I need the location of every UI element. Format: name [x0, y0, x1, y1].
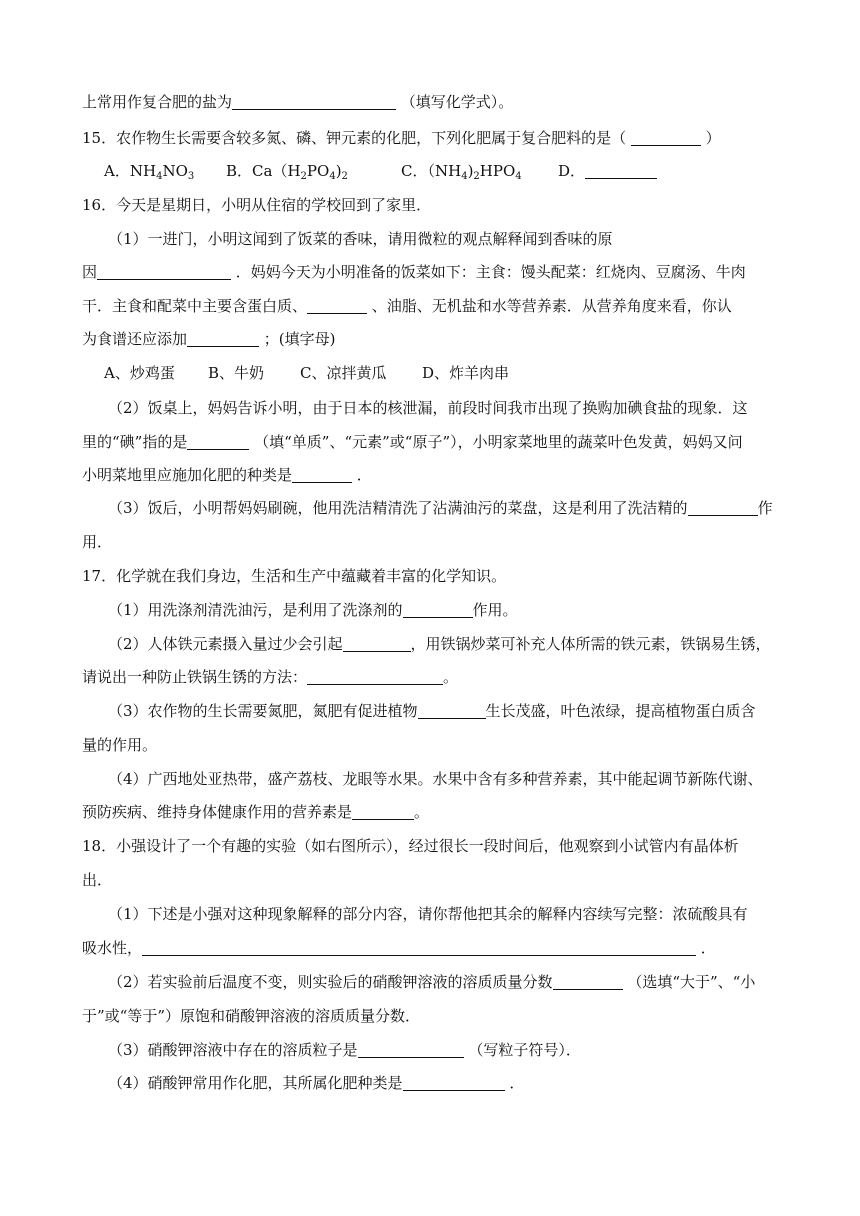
- q15-option-b: B．$Ca(H_2PO_4)_2$: [226, 162, 348, 182]
- q17-plant-part-blank[interactable]: [418, 702, 486, 719]
- q17-detergent-blank[interactable]: [403, 601, 473, 618]
- q18-part2-line2: 于”或“等于”）原饱和硝酸钾溶液的溶质质量分数．: [82, 1007, 421, 1025]
- q18-part1-line1: （1）下述是小强对这种现象解释的部分内容，请你帮他把其余的解释内容续写完整：浓硫酸具有: [108, 905, 748, 923]
- q16-part2-line1: （2）饭桌上，妈妈告诉小明，由于日本的核泄漏，前段时间我市出现了换购加碘食盐的现象．这: [108, 399, 748, 417]
- q16-stem: 16．今天是星期日，小明从住宿的学校回到了家里．: [82, 196, 432, 214]
- q18-part1-line2: 吸水性， ．: [82, 939, 716, 957]
- q16-part2-line3: 小明菜地里应施加化肥的种类是 ．: [82, 466, 372, 484]
- q15-option-c: C．$(NH_4)_2HPO_4$: [401, 162, 522, 182]
- q17-part4-line2: 预防疾病、维持身体健康作用的营养素是 。: [82, 803, 430, 821]
- q16-food-blank[interactable]: [187, 330, 259, 347]
- q18-part2-line1: （2）若实验前后温度不变，则实验后的硝酸钾溶液的溶质质量分数 （选填“大于”、“小: [108, 973, 756, 991]
- q15-stem: 15．农作物生长需要含较多氮、磷、钾元素的化肥，下列化肥属于复合肥料的是（ ）: [82, 129, 721, 147]
- q17-part1: （1）用洗涤剂清洗油污，是利用了洗涤剂的 作用。: [108, 601, 518, 619]
- q16-nutrient-blank[interactable]: [307, 297, 367, 314]
- q15-option-d: D．: [558, 161, 657, 181]
- q14-tail-line: [82, 92, 513, 112]
- q18-particle-blank[interactable]: [358, 1041, 464, 1058]
- q16-part1-line3: 干．主食和配菜中主要含蛋白质、 、油脂、无机盐和水等营养素．从营养角度来看，你认: [82, 297, 732, 315]
- q17-nutrient-blank[interactable]: [352, 803, 414, 820]
- q15-option-a: A．$NH_4NO_3$: [104, 162, 195, 182]
- q16-reason-blank[interactable]: [97, 263, 231, 280]
- q17-part3-line2: 量的作用。: [82, 736, 158, 754]
- q14-tail-text: 上常用作复合肥的盐为: [82, 93, 233, 111]
- q16-part1-line4: 为食谱还应添加 ；(填字母): [82, 330, 336, 348]
- q18-stem-line1: 18．小强设计了一个有趣的实验（如右图所示），经过很长一段时间后，他观察到小试管内有晶体析: [82, 837, 739, 855]
- q17-part4-line1: （4）广西地处亚热带，盛产荔枝、龙眼等水果。水果中含有多种营养素，其中能起调节新陈代谢、: [108, 770, 763, 788]
- q16-part2-line2: 里的“碘”指的是 （填“单质”、“元素”或“原子”），小明家菜地里的蔬菜叶色发黄，妈妈又问: [82, 433, 743, 451]
- q16-fertilizer-blank[interactable]: [292, 466, 352, 483]
- q18-compare-blank[interactable]: [553, 973, 623, 990]
- q17-part2-line1: （2）人体铁元素摄入量过少会引起 ，用铁锅炒菜可补充人体所需的铁元素，铁锅易生锈，: [108, 635, 771, 653]
- q15-option-d-blank[interactable]: [585, 162, 657, 179]
- q16-choice-d: D、炸羊肉串: [422, 364, 510, 382]
- q16-choice-b: B、牛奶: [208, 364, 265, 382]
- q18-stem-line2: 出．: [82, 871, 113, 889]
- q17-stem: 17．化学就在我们身边，生活和生产中蕴藏着丰富的化学知识。: [82, 567, 507, 585]
- q16-part3-line2: 用．: [82, 533, 113, 551]
- q16-choice-a: A、炒鸡蛋: [104, 364, 175, 382]
- q18-part4: （4）硝酸钾常用作化肥，其所属化肥种类是 ．: [108, 1074, 525, 1092]
- q17-iron-deficiency-blank[interactable]: [343, 635, 411, 652]
- q16-part3-line1: （3）饭后，小明帮妈妈刷碗，他用洗洁精清洗了沾满油污的菜盘，这是利用了洗洁精的 作: [108, 499, 773, 517]
- q17-part3-line1: （3）农作物的生长需要氮肥，氮肥有促进植物 生长茂盛，叶色浓绿，提高植物蛋白质含: [108, 702, 756, 720]
- q15-answer-blank[interactable]: [631, 129, 701, 146]
- q16-part1-line1: （1）一进门，小明这闻到了饭菜的香味，请用微粒的观点解释闻到香味的原: [108, 230, 613, 248]
- q18-part3: （3）硝酸钾溶液中存在的溶质粒子是 （写粒子符号）．: [108, 1041, 581, 1059]
- q16-choice-c: C、凉拌黄瓜: [300, 364, 387, 382]
- q16-iodine-blank[interactable]: [187, 433, 249, 450]
- q14-tail-suffix: （填写化学式）。: [400, 93, 514, 111]
- q17-part2-line2: 请说出一种防止铁锅生锈的方法： 。: [82, 668, 459, 686]
- q14-answer-blank[interactable]: [232, 93, 396, 110]
- q16-detergent-blank[interactable]: [688, 499, 758, 516]
- q18-fertilizer-type-blank[interactable]: [403, 1074, 505, 1091]
- q16-part1-line2: 因 ．妈妈今天为小明准备的饭菜如下：主食：馒头配菜：红烧肉、豆腐汤、牛肉: [82, 263, 746, 281]
- q17-rust-method-blank[interactable]: [307, 668, 443, 685]
- q18-explanation-blank[interactable]: [142, 939, 696, 956]
